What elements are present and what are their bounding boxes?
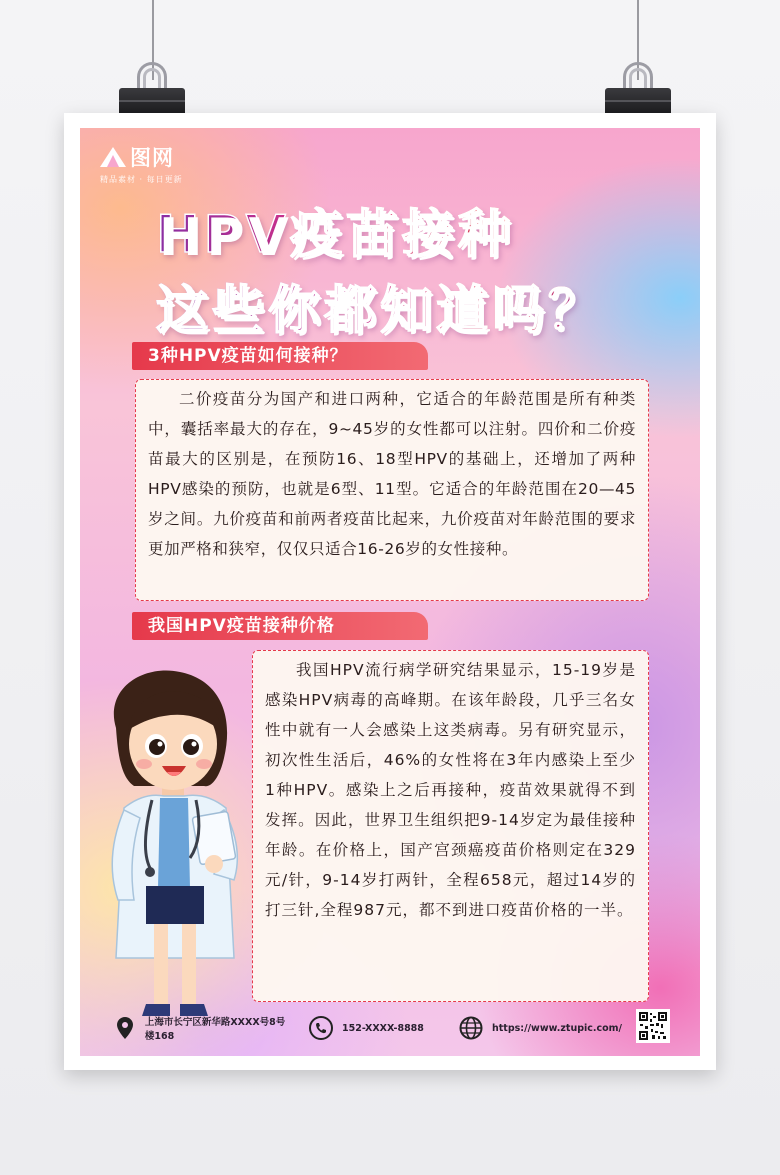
phone-icon [308,1015,334,1041]
section-1-body: 二价疫苗分为国产和进口两种，它适合的年龄范围是所有种类中，囊括率最大的存在，9~45岁的女性都可以注射。四价和二价疫苗最大的区别是，在预防16、18型HPV的基础上，还增加了两种HPV感染的预防，也就是6型、11型。它适合的年龄范围在20—45岁之间。九价疫苗和前两者疫苗比起来，九价疫苗对年龄范围的要求更加严格和狭窄，仅仅只适合16-26岁的女性接种。 [148,390,636,558]
qr-code-icon [636,1009,670,1043]
phone-text: 152-XXXX-8888 [342,1022,424,1034]
location-pin-icon [114,1015,137,1041]
logo-subtitle: 精品素材 · 每日更新 [100,175,183,184]
poster [64,113,716,1070]
address-text: 上海市长宁区新华路XXXX号8号楼168 [144,1017,286,1042]
section-2-body: 我国HPV流行病学研究结果显示，15-19岁是感染HPV病毒的高峰期。在该年龄段，几乎三名女性中就有一人会感染上这类病毒。另有研究显示，初次性生活后，46%的女性将在3年内感染上至少1种HPV。感染上之后再接种，疫苗效果就得不到发挥。因此，世界卫生组织把9-14岁定为最佳接种年龄。在价格上，国产宫颈癌疫苗价格则定在329元/针，9-14岁打两针，全程658元，超过14岁的打三针,全程987元，都不到进口疫苗价格的一半。 [265,661,636,919]
doctor-illustration [94,668,254,1040]
globe-icon [458,1015,484,1041]
section-2-heading: 我国HPV疫苗接种价格 [132,612,428,640]
title-line-2: 这些你都知道吗？ [156,268,604,343]
logo-mark-icon [100,147,126,167]
section-1-panel [135,379,649,601]
section-2-panel [252,650,649,1002]
site-logo [100,142,183,185]
contact-footer [114,1013,674,1043]
website-text: https://www.ztupic.com/ [492,1022,623,1034]
title-line-1: HPV疫苗接种 [156,192,514,267]
logo-name: 图网 [130,146,174,170]
poster-artwork [80,128,700,1056]
section-1-heading: 3种HPV疫苗如何接种？ [132,342,428,370]
